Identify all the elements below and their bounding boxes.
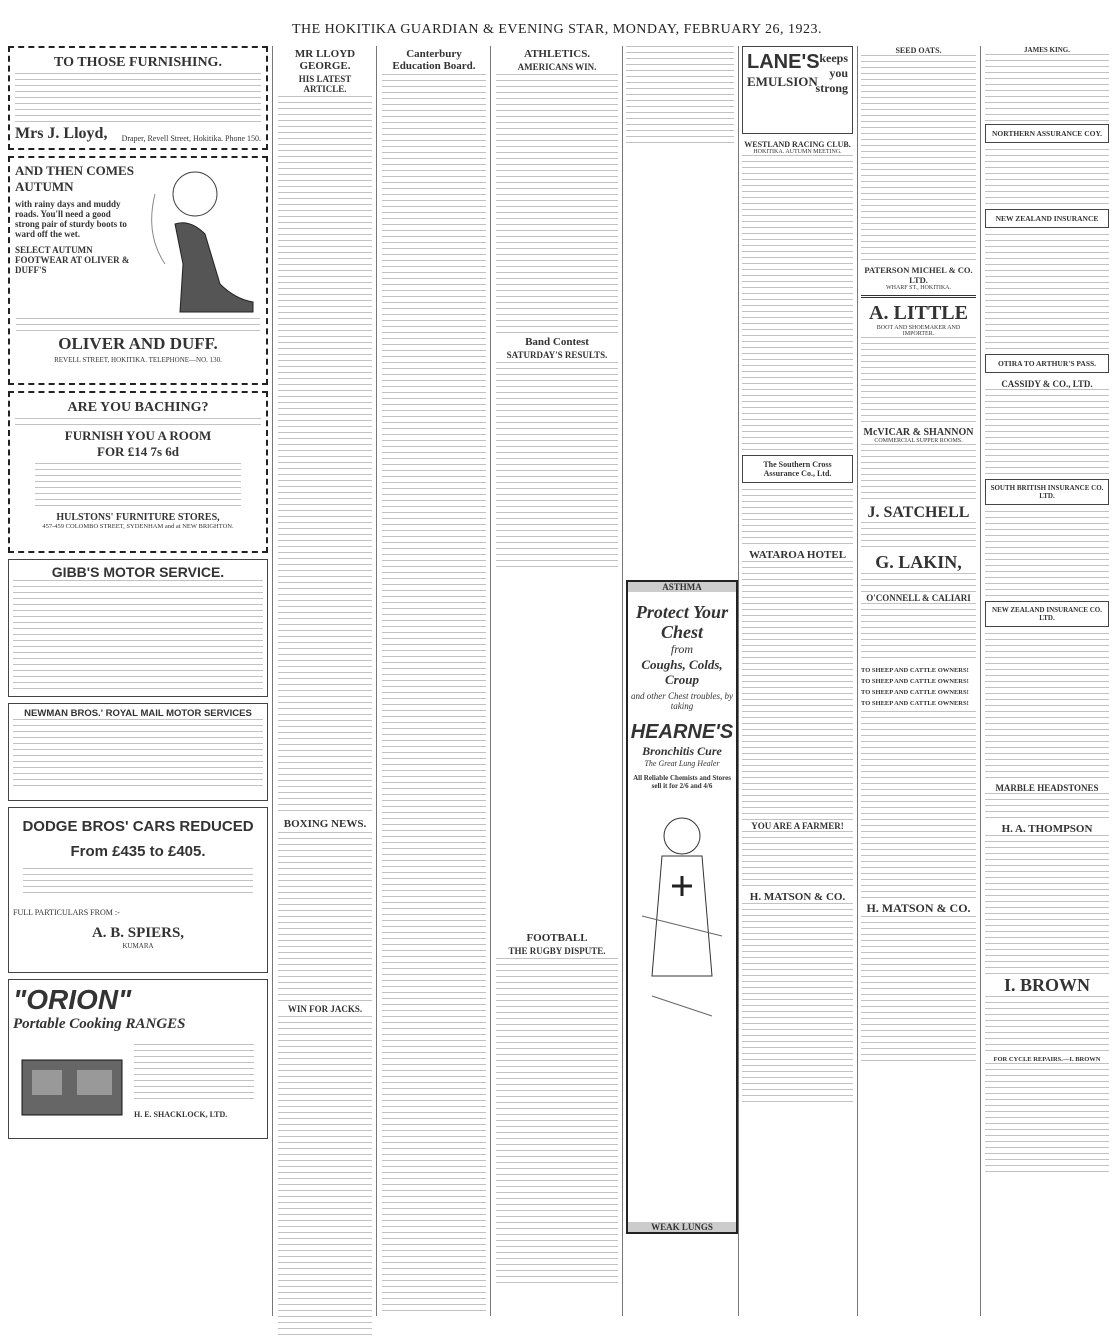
ad-body-text bbox=[861, 603, 976, 663]
ad-body-text bbox=[134, 1044, 254, 1104]
article-headline: MR LLOYD GEORGE. bbox=[294, 48, 356, 72]
article-headline: FOOTBALL bbox=[526, 932, 588, 944]
article-body bbox=[496, 362, 618, 572]
ad-body-text bbox=[985, 996, 1109, 1056]
ad-hearnes bbox=[626, 580, 738, 1234]
column-5b bbox=[742, 46, 853, 1336]
ad-name: McVICAR & SHANNON bbox=[863, 427, 974, 438]
ad-title: DODGE BROS' CARS REDUCED bbox=[22, 818, 254, 835]
figure-illustration bbox=[632, 796, 732, 1056]
ad-banner-bottom: WEAK LUNGS bbox=[628, 1222, 736, 1232]
ad-body-text bbox=[742, 489, 853, 549]
ad-sub: 457-459 COLOMBO STREET, SYDENHAM and at NEW BRIGHTON. bbox=[42, 523, 234, 530]
ad-body-text bbox=[15, 418, 261, 428]
article-subhead: THE RUGBY DISPUTE. bbox=[508, 946, 606, 956]
ad-sub: REVELL STREET, HOKITIKA. TELEPHONE—NO. 130. bbox=[54, 356, 222, 364]
ad-banner-top: ASTHMA bbox=[628, 582, 736, 592]
ad-newman bbox=[8, 703, 268, 801]
ad-title: TO SHEEP AND CATTLE OWNERS! bbox=[861, 667, 969, 674]
ad-brand: HEARNE'S bbox=[630, 721, 734, 743]
range-illustration bbox=[17, 1050, 127, 1120]
ad-title: ARE YOU BACHING? bbox=[67, 400, 209, 415]
ad-body-text bbox=[861, 337, 976, 427]
ad-tagline: The Great Lung Healer bbox=[644, 759, 720, 768]
ad-body-text bbox=[861, 573, 976, 593]
ad-price: FOR £14 7s 6d bbox=[97, 444, 179, 459]
ad-title: Portable Cooking RANGES bbox=[13, 1016, 186, 1032]
ad-body-text bbox=[985, 835, 1109, 975]
ad-body-text bbox=[861, 916, 976, 1066]
column-divider bbox=[376, 46, 377, 1316]
article-body bbox=[278, 96, 372, 816]
ad-body-text bbox=[861, 522, 976, 552]
article-subhead: SATURDAY'S RESULTS. bbox=[506, 350, 608, 360]
ad-title: TO SHEEP AND CATTLE OWNERS! bbox=[861, 700, 969, 707]
column-2 bbox=[278, 46, 372, 1336]
ad-title: GIBB'S MOTOR SERVICE. bbox=[51, 564, 225, 580]
ad-text: Coughs, Colds, Croup bbox=[641, 657, 723, 687]
ad-name: A. LITTLE bbox=[869, 302, 968, 324]
ad-text: SELECT AUTUMN FOOTWEAR AT OLIVER & DUFF'S bbox=[15, 245, 130, 275]
article-headline: Canterbury Education Board. bbox=[392, 48, 476, 72]
ad-gibbs bbox=[8, 559, 268, 697]
ad-name: CASSIDY & CO., LTD. bbox=[1001, 379, 1093, 389]
ad-sub: COMMERCIAL SUPPER ROOMS. bbox=[874, 438, 963, 444]
ad-list bbox=[35, 463, 241, 509]
ad-body-text bbox=[742, 831, 853, 891]
ad-name: O'CONNELL & CALIARI bbox=[866, 593, 971, 603]
column-6 bbox=[861, 46, 976, 1336]
ad-name: A. B. SPIERS, bbox=[91, 925, 185, 941]
ad-sub: HOKITIKA. AUTUMN MEETING. bbox=[753, 149, 842, 155]
ad-body-text bbox=[861, 711, 976, 901]
ad-name: H. MATSON & CO. bbox=[866, 901, 971, 915]
ad-sub: KUMARA bbox=[122, 942, 154, 950]
ad-body-text bbox=[985, 633, 1109, 783]
boot-illustration bbox=[135, 164, 260, 314]
article-subhead: HIS LATEST ARTICLE. bbox=[298, 74, 352, 94]
ad-text: with rainy days and muddy roads. You'll need a good strong pair of sturdy boots to ward off the wet. bbox=[15, 199, 127, 239]
ad-title: NORTHERN ASSURANCE COY. bbox=[985, 124, 1109, 143]
ad-title: The Southern Cross Assurance Co., Ltd. bbox=[742, 455, 853, 483]
ad-text: and other Chest troubles, by taking bbox=[631, 691, 733, 711]
ad-body-text bbox=[742, 903, 853, 1103]
column-divider bbox=[738, 46, 739, 1316]
ad-body-text bbox=[742, 155, 853, 455]
column-3 bbox=[382, 46, 486, 1336]
ad-tagline: keeps you strong bbox=[815, 51, 848, 95]
article-body bbox=[496, 958, 618, 1288]
ad-title: OTIRA TO ARTHUR'S PASS. bbox=[985, 354, 1109, 373]
ad-name: H. MATSON & CO. bbox=[749, 891, 846, 903]
article-body bbox=[278, 832, 372, 1002]
ad-title: WESTLAND RACING CLUB. bbox=[744, 140, 851, 149]
ad-name: HULSTONS' FURNITURE STORES, bbox=[56, 512, 220, 523]
ad-name: Mrs J. Lloyd, bbox=[15, 125, 108, 142]
article-subhead: AMERICANS WIN. bbox=[517, 62, 597, 72]
ad-body-text bbox=[861, 444, 976, 504]
ad-text: FULL PARTICULARS FROM :- bbox=[13, 908, 120, 917]
football-article bbox=[496, 930, 618, 1290]
ad-body-text bbox=[985, 149, 1109, 209]
article-subhead: WIN FOR JACKS. bbox=[287, 1004, 363, 1014]
ad-title: NEWMAN BROS.' ROYAL MAIL MOTOR SERVICES bbox=[24, 708, 252, 719]
article-headline: ATHLETICS. bbox=[523, 48, 591, 60]
ad-product: Bronchitis Cure bbox=[642, 744, 722, 758]
ad-body-text bbox=[985, 54, 1109, 124]
column-1 bbox=[8, 46, 268, 1336]
ad-title: TO SHEEP AND CATTLE OWNERS! bbox=[861, 678, 969, 685]
ad-title: TO THOSE FURNISHING. bbox=[54, 55, 222, 70]
ad-title: NEW ZEALAND INSURANCE bbox=[985, 209, 1109, 228]
ad-body-text bbox=[985, 511, 1109, 601]
ad-body-text bbox=[985, 389, 1109, 479]
ad-orion bbox=[8, 979, 268, 1139]
ad-title: YOU ARE A FARMER! bbox=[751, 821, 844, 831]
article-headline: BOXING NEWS. bbox=[283, 818, 367, 830]
ad-title: TO SHEEP AND CATTLE OWNERS! bbox=[861, 689, 969, 696]
ad-body-text bbox=[23, 868, 253, 898]
column-divider bbox=[980, 46, 981, 1316]
ad-title: SEED OATS. bbox=[895, 46, 942, 55]
column-divider bbox=[857, 46, 858, 1316]
article-body bbox=[382, 74, 486, 1314]
article-body bbox=[278, 1016, 372, 1336]
ad-headline: FURNISH YOU A ROOM bbox=[64, 428, 212, 443]
ad-maker: H. E. SHACKLOCK, LTD. bbox=[134, 1110, 228, 1119]
ad-text: from bbox=[670, 642, 694, 656]
ad-body-text bbox=[16, 318, 260, 332]
article-headline: Band Contest bbox=[525, 336, 589, 348]
ad-sub: Draper, Revell Street, Hokitika. Phone 150. bbox=[121, 134, 261, 143]
ad-autumn-footwear bbox=[8, 156, 268, 385]
ad-brand: "ORION" bbox=[13, 984, 132, 1015]
ad-brand: LANE'S bbox=[747, 51, 820, 73]
ad-sub: WHARF ST., HOKITIKA. bbox=[885, 285, 952, 291]
ad-title: MARBLE HEADSTONES bbox=[995, 783, 1099, 793]
ad-sub: BOOT AND SHOEMAKER AND IMPORTER. bbox=[876, 325, 961, 337]
ad-body-text bbox=[15, 73, 261, 125]
ad-body-text bbox=[861, 55, 976, 265]
column-divider bbox=[622, 46, 623, 1316]
ad-lanes bbox=[742, 46, 853, 134]
ad-name: J. SATCHELL bbox=[867, 504, 970, 521]
ad-furnishing bbox=[8, 46, 268, 150]
ad-body-text bbox=[742, 561, 853, 821]
column-divider bbox=[490, 46, 491, 1316]
masthead: THE HOKITIKA GUARDIAN & EVENING STAR, MONDAY, FEBRUARY 26, 1923. bbox=[291, 22, 823, 37]
column-divider bbox=[272, 46, 273, 1316]
ad-text: All Reliable Chemists and Stores sell it for 2/6 and 4/6 bbox=[633, 774, 731, 790]
ad-name: JAMES KING. bbox=[1024, 46, 1070, 54]
ad-body-text bbox=[985, 234, 1109, 354]
ad-title: SOUTH BRITISH INSURANCE CO. LTD. bbox=[985, 479, 1109, 505]
column-7 bbox=[985, 46, 1109, 1336]
ad-headline: AND THEN COMES AUTUMN bbox=[15, 163, 134, 194]
ad-body-text bbox=[985, 793, 1109, 823]
ad-price: From £435 to £405. bbox=[70, 843, 206, 860]
ad-title: FOR CYCLE REPAIRS.—I. BROWN bbox=[993, 1056, 1101, 1063]
ad-title: NEW ZEALAND INSURANCE CO. LTD. bbox=[985, 601, 1109, 627]
article-body bbox=[496, 74, 618, 334]
ad-body-text bbox=[13, 580, 263, 690]
column-5 bbox=[626, 46, 734, 576]
ad-name: OLIVER AND DUFF. bbox=[58, 334, 218, 353]
ad-title: WATAROA HOTEL bbox=[748, 549, 847, 561]
ad-name: H. A. THOMPSON bbox=[1001, 823, 1093, 835]
column-4 bbox=[496, 46, 618, 576]
ad-dodge bbox=[8, 807, 268, 973]
ad-brand: EMULSION bbox=[747, 74, 818, 89]
ad-name: PATERSON MICHEL & CO. LTD. bbox=[864, 265, 973, 285]
ad-body-text bbox=[985, 1063, 1109, 1173]
ad-name: I. BROWN bbox=[1003, 975, 1090, 995]
ad-name: G. LAKIN, bbox=[875, 552, 962, 572]
ad-body-text bbox=[13, 719, 263, 787]
ad-baching bbox=[8, 391, 268, 553]
ad-headline: Protect Your Chest bbox=[635, 602, 729, 642]
article-body bbox=[626, 46, 734, 146]
